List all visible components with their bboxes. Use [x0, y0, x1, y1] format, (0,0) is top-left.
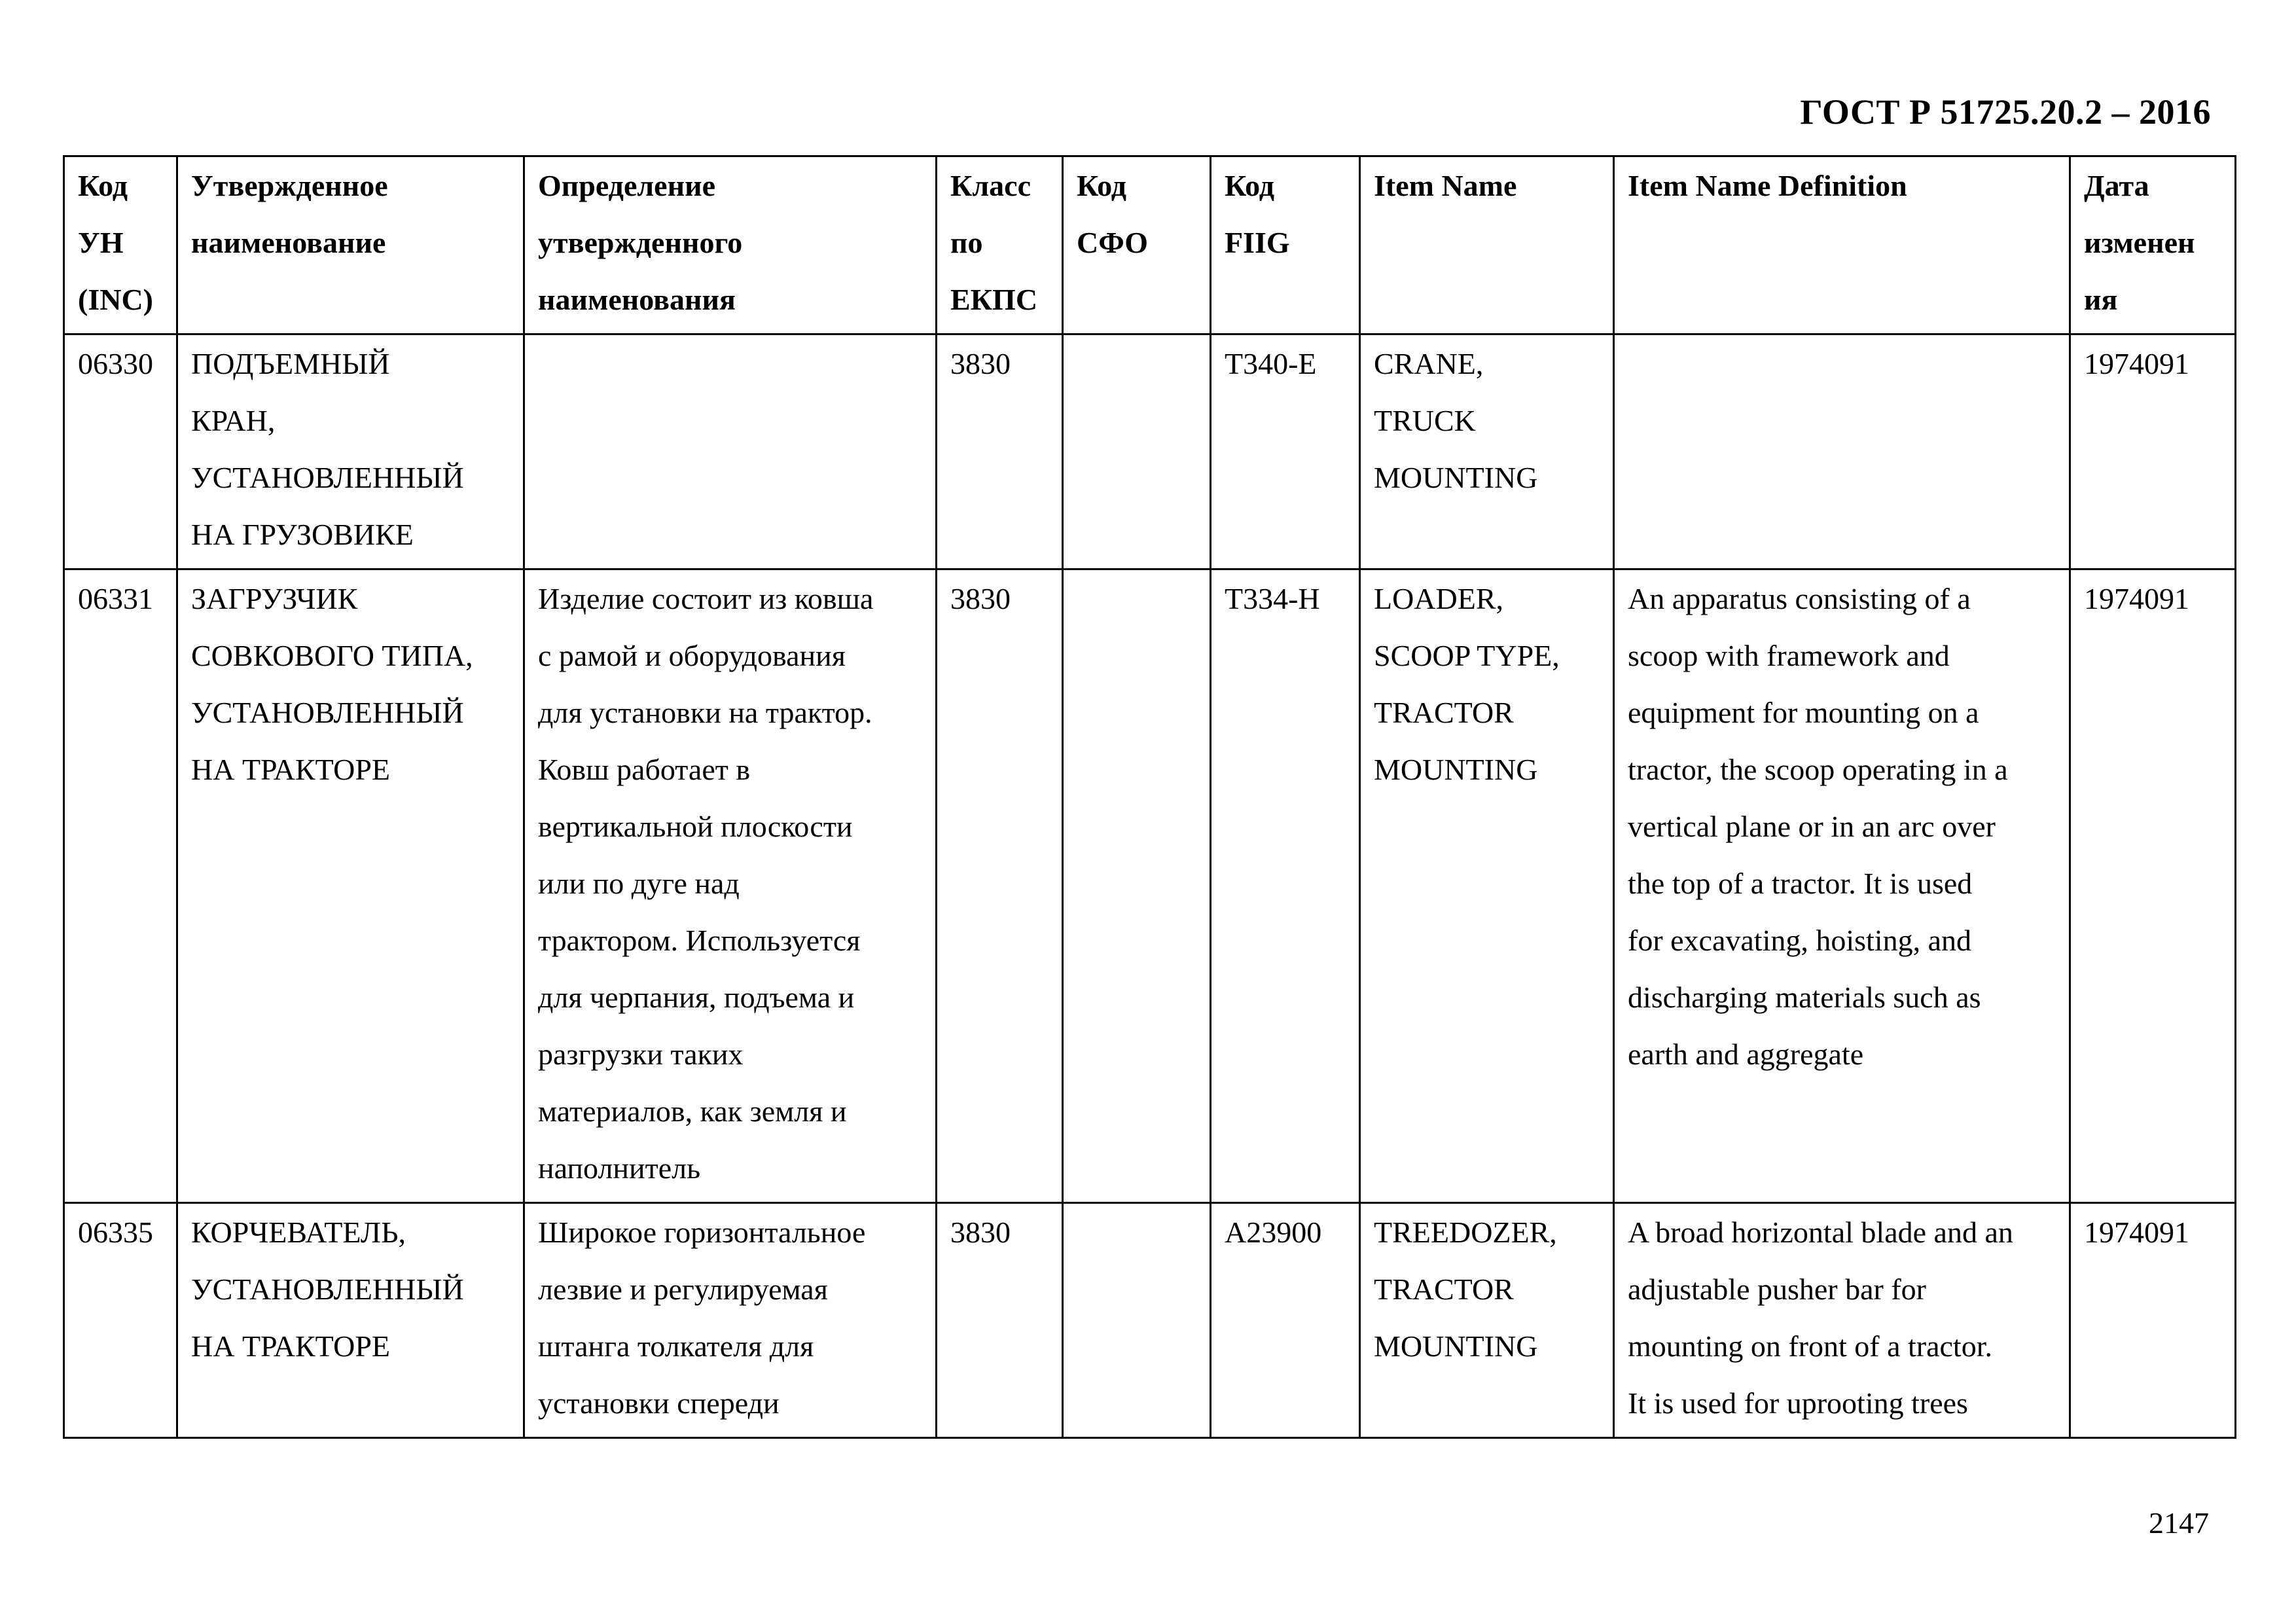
cell-line: установки спереди [538, 1386, 780, 1420]
cell-line: 3830 [950, 582, 1011, 615]
cell-line: LOADER, [1374, 582, 1504, 615]
header-line: УН [78, 226, 124, 259]
cell-inc [64, 569, 177, 1203]
cell-line: adjustable pusher bar for [1628, 1272, 1927, 1306]
cell-ekps [937, 1203, 1063, 1438]
cell-line: лезвие и регулируемая [538, 1272, 828, 1306]
column-header-name [177, 156, 524, 334]
header-line: Дата [2084, 169, 2149, 202]
cell-line: 1974091 [2084, 582, 2189, 615]
header-line: (INC) [78, 283, 153, 316]
cell-line: СОВКОВОГО ТИПА, [191, 639, 473, 672]
cell-line: 06331 [78, 582, 153, 615]
cell-date [2070, 1203, 2236, 1438]
header-line: ЕКПС [950, 283, 1038, 316]
column-header-item-def [1614, 156, 2070, 334]
cell-line: MOUNTING [1374, 461, 1538, 494]
header-line: утвержденного [538, 226, 743, 259]
table-row [64, 569, 2236, 1203]
cell-line: или по дуге над [538, 867, 740, 900]
cell-line: УСТАНОВЛЕННЫЙ [191, 696, 464, 729]
cell-line: mounting on front of a tractor. [1628, 1329, 1992, 1363]
cell-line: 3830 [950, 347, 1011, 380]
cell-line: КОРЧЕВАТЕЛЬ, [191, 1216, 406, 1249]
cell-line: equipment for mounting on a [1628, 696, 1979, 729]
cell-line: УСТАНОВЛЕННЫЙ [191, 1272, 464, 1306]
cell-line: T334-H [1225, 582, 1320, 615]
document-header: ГОСТ Р 51725.20.2 – 2016 [1800, 92, 2211, 132]
cell-line: A broad horizontal blade and an [1628, 1216, 2013, 1249]
column-header-sfo [1063, 156, 1211, 334]
cell-line: вертикальной плоскости [538, 810, 853, 843]
column-header-fiig [1211, 156, 1360, 334]
cell-line: MOUNTING [1374, 753, 1538, 786]
cell-item-def [1614, 334, 2070, 569]
cell-ekps [937, 334, 1063, 569]
cell-line: vertical plane or in an arc over [1628, 810, 1996, 843]
cell-line: for excavating, hoisting, and [1628, 924, 1972, 957]
cell-line: для черпания, подъема и [538, 981, 855, 1014]
cell-line: НА ТРАКТОРЕ [191, 1329, 391, 1363]
cell-item-name [1360, 1203, 1614, 1438]
column-header-item-name [1360, 156, 1614, 334]
cell-sfo [1063, 1203, 1211, 1438]
cell-fiig [1211, 334, 1360, 569]
header-line: Определение [538, 169, 716, 202]
cell-line: разгрузки таких [538, 1038, 744, 1071]
cell-line: Широкое горизонтальное [538, 1216, 866, 1249]
cell-line: Изделие состоит из ковша [538, 582, 874, 615]
cell-line: MOUNTING [1374, 1329, 1538, 1363]
cell-item-name [1360, 569, 1614, 1203]
cell-line: материалов, как земля и [538, 1094, 847, 1128]
cell-name [177, 334, 524, 569]
cell-definition [524, 569, 937, 1203]
cell-name [177, 1203, 524, 1438]
cell-line: tractor, the scoop operating in a [1628, 753, 2008, 786]
cell-line: scoop with framework and [1628, 639, 1950, 672]
cell-line: НА ТРАКТОРЕ [191, 753, 391, 786]
cell-sfo [1063, 569, 1211, 1203]
cell-item-name [1360, 334, 1614, 569]
cell-name [177, 569, 524, 1203]
cell-line: НА ГРУЗОВИКЕ [191, 518, 414, 551]
cell-line: Ковш работает в [538, 753, 751, 786]
table-header-row [64, 156, 2236, 334]
header-line: Код [78, 169, 128, 202]
cell-line: КРАН, [191, 404, 276, 437]
cell-line: the top of a tractor. It is used [1628, 867, 1973, 900]
cell-inc [64, 334, 177, 569]
header-line: Item Name Definition [1628, 169, 1907, 202]
cell-item-def [1614, 569, 2070, 1203]
cell-fiig [1211, 1203, 1360, 1438]
cell-definition [524, 1203, 937, 1438]
cell-line: ЗАГРУЗЧИК [191, 582, 358, 615]
header-line: наименования [538, 283, 736, 316]
header-line: СФО [1077, 226, 1149, 259]
header-line: FIIG [1225, 226, 1290, 259]
column-header-inc [64, 156, 177, 334]
cell-line: T340-E [1225, 347, 1317, 380]
cell-line: 1974091 [2084, 347, 2189, 380]
cell-line: 1974091 [2084, 1216, 2189, 1249]
table-row [64, 334, 2236, 569]
header-line: Класс [950, 169, 1031, 202]
cell-line: 06335 [78, 1216, 153, 1249]
cell-line: discharging materials such as [1628, 981, 1981, 1014]
cell-line: earth and aggregate [1628, 1038, 1864, 1071]
cell-line: TREEDOZER, [1374, 1216, 1557, 1249]
cell-sfo [1063, 334, 1211, 569]
table-body [64, 334, 2236, 1438]
cell-line: наполнитель [538, 1151, 701, 1185]
cell-item-def [1614, 1203, 2070, 1438]
cell-date [2070, 569, 2236, 1203]
header-line: ия [2084, 283, 2118, 316]
header-line: Item Name [1374, 169, 1517, 202]
cell-line: TRACTOR [1374, 696, 1514, 729]
cell-line: 06330 [78, 347, 153, 380]
header-line: наименование [191, 226, 386, 259]
cell-line: штанга толкателя для [538, 1329, 814, 1363]
cell-line: SCOOP TYPE, [1374, 639, 1560, 672]
column-header-ekps [937, 156, 1063, 334]
header-line: Код [1225, 169, 1275, 202]
header-line: по [950, 226, 983, 259]
cell-line: 3830 [950, 1216, 1011, 1249]
cell-line: An apparatus consisting of a [1628, 582, 1971, 615]
header-line: Код [1077, 169, 1127, 202]
cell-line: ПОДЪЕМНЫЙ [191, 347, 390, 380]
cell-line: трактором. Используется [538, 924, 861, 957]
cell-line: УСТАНОВЛЕННЫЙ [191, 461, 464, 494]
header-line: изменен [2084, 226, 2195, 259]
cell-inc [64, 1203, 177, 1438]
cell-fiig [1211, 569, 1360, 1203]
cell-line: It is used for uprooting trees [1628, 1386, 1968, 1420]
cell-line: с рамой и оборудования [538, 639, 846, 672]
cell-date [2070, 334, 2236, 569]
cell-line: для установки на трактор. [538, 696, 872, 729]
cell-line: TRUCK [1374, 404, 1476, 437]
page-number: 2147 [2149, 1506, 2209, 1540]
header-line: Утвержденное [191, 169, 388, 202]
column-header-definition [524, 156, 937, 334]
cell-line: A23900 [1225, 1216, 1322, 1249]
cell-definition [524, 334, 937, 569]
cell-line: CRANE, [1374, 347, 1484, 380]
column-header-date [2070, 156, 2236, 334]
cell-ekps [937, 569, 1063, 1203]
table-row [64, 1203, 2236, 1438]
cell-line: TRACTOR [1374, 1272, 1514, 1306]
catalog-table [63, 155, 2236, 1439]
